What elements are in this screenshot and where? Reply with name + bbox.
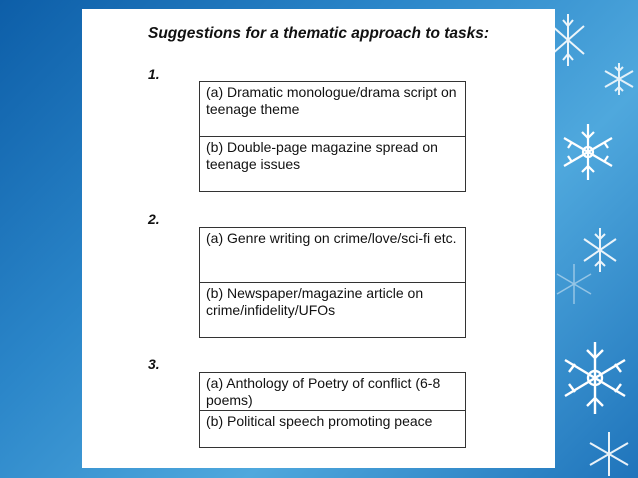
- task-option: (a) Dramatic monologue/drama script on teenage theme: [206, 84, 457, 117]
- task-number: 2.: [148, 211, 160, 227]
- task-table: [199, 372, 466, 448]
- slide-heading: Suggestions for a thematic approach to tasks:: [148, 25, 490, 42]
- snowflake-icon: [552, 262, 596, 306]
- task-option: (b) Political speech promoting peace: [200, 410, 465, 447]
- slide: [82, 9, 555, 468]
- snowflake-icon: [580, 225, 620, 275]
- task-option: (a) Genre writing on crime/love/sci-fi etc.: [206, 230, 457, 246]
- task-option: (b) Double-page magazine spread on teenage issues: [200, 136, 465, 191]
- task-option: (a) Anthology of Poetry of conflict (6-8 poems): [206, 375, 441, 408]
- task-number: 3.: [148, 356, 160, 372]
- task-table: [199, 81, 466, 192]
- snowflake-icon: [560, 338, 630, 418]
- task-option: (b) Newspaper/magazine article on crime/infidelity/UFOs: [200, 282, 465, 337]
- task-table: [199, 227, 466, 338]
- task-number: 1.: [148, 66, 160, 82]
- snowflake-icon: [600, 60, 638, 98]
- snowflake-icon: [556, 120, 620, 184]
- snowflake-icon: [585, 430, 633, 478]
